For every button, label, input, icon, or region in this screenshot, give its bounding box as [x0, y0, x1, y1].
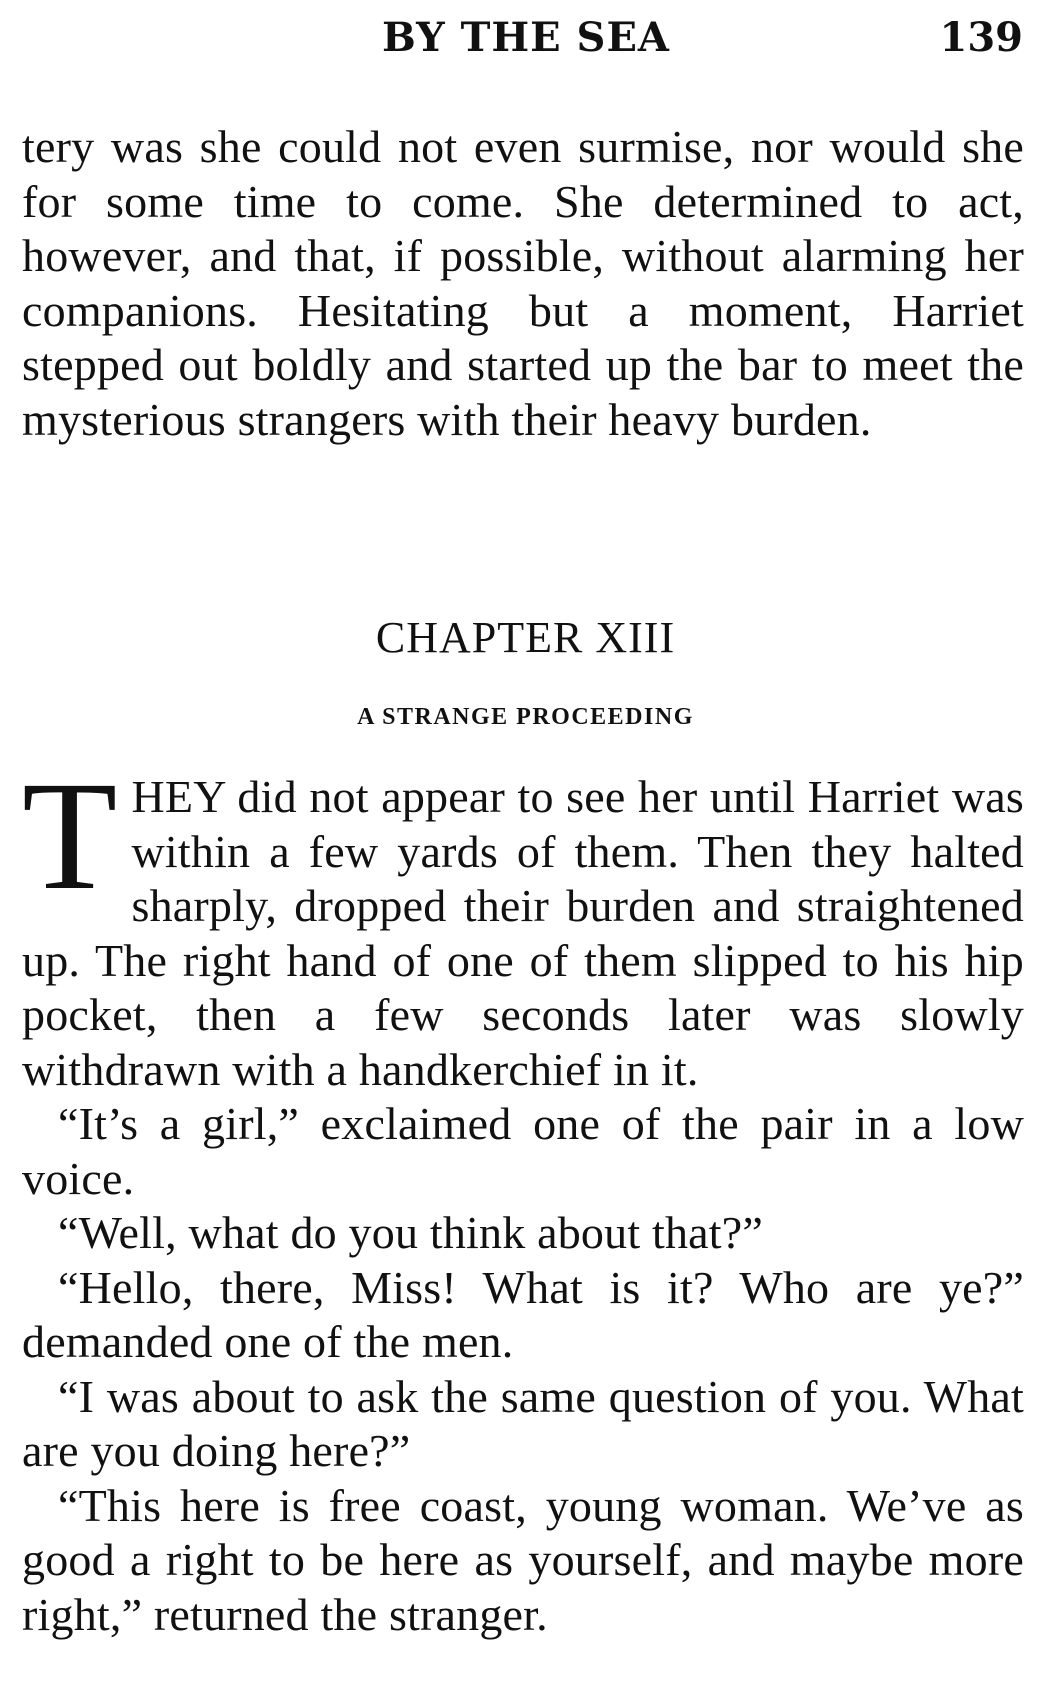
- chapter-subtitle: A STRANGE PROCEEDING: [357, 704, 694, 730]
- opening-paragraph: [22, 749, 1024, 1097]
- paragraph: “Well, what do you think about that?”: [58, 1207, 764, 1258]
- continued-paragraph-block: [22, 120, 1024, 447]
- paragraph: “It’s a girl,” exclaimed one of the pair in a low voice.: [22, 1098, 1024, 1204]
- continued-paragraph: tery was she could not even surmise, nor would she for some time to come. She determined to act, however, and that, if possible, without alarming her companions. Hesitating but a moment, Harriet stepped out boldly and started up the bar to meet the mysterious strangers with their heavy burden.: [22, 121, 1024, 445]
- running-title: BY THE SEA: [382, 14, 670, 61]
- drop-cap: T: [22, 749, 118, 922]
- chapter-body: [22, 749, 1024, 1642]
- paragraph: “I was about to ask the same question of you. What are you doing here?”: [22, 1370, 1024, 1476]
- opening-paragraph-text: HEY did not appear to see her until Harriet was within a few yards of them. Then they halted sharply, dropped their burden and straightened up. The right hand of one of them slipped to his hip pocket, then a few seconds later was slowly withdrawn with a handkerchief in it.: [22, 771, 1024, 1095]
- chapter-title: CHAPTER XIII: [375, 613, 676, 662]
- paragraph: “This here is free coast, young woman. We’ve as good a right to be here as yourself, and maybe more right,” returned the stranger.: [22, 1479, 1024, 1640]
- page-number: 139: [939, 14, 1023, 61]
- running-head: [0, 14, 1051, 74]
- paragraph: “Hello, there, Miss! What is it? Who are ye?” demanded one of the men.: [22, 1261, 1024, 1367]
